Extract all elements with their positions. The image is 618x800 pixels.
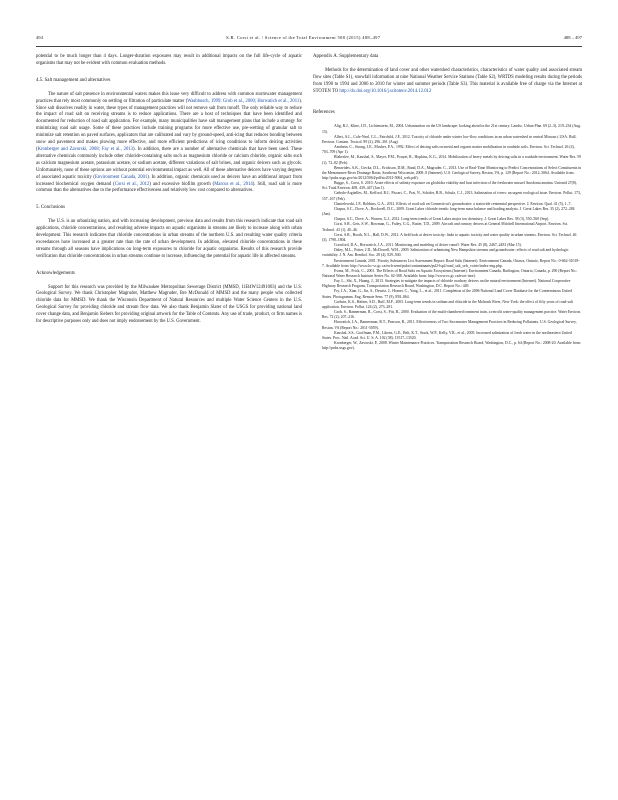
- reference-item: Blakeslee, M., Kaushal, S., Mayer, P.M., Pouyat, R., Hopkins, K.G., 2014. Mobilization of heavy metals by deicing salts in a roadside environment. Water Res. 59 (1), 72–82 (Feb).: [322, 155, 581, 165]
- reference-item: Allert, A.L., Cole-Neal, C.L., Fairchild, J.F., 2012. Toxicity of chloride under winter low-flow conditions in an urban watershed in central Missouri, USA. Bull. Environ. Contam. Toxicol. 89 (2), 296–301 (Aug).: [322, 134, 577, 144]
- appendix-heading: Appendix A. Supplementary data: [313, 54, 379, 59]
- page-range: 488 – 497: [563, 34, 582, 40]
- left-column: [36, 54, 302, 326]
- reference-item: Kronberger, W., Zavorski, P., 2008. Winter Maintenance Practices. Transportation Research Board, Washington, D.C., p. 64 (Report No.: 2008-20. Available from: http://pubs.usgs.gov).: [322, 341, 582, 351]
- reference-item: Corsi, S.R., Geis, S.W., Bowman, G., Failey, G.G., Rutter, T.D., 2009. Aircraft and runway deicers at General Mitchell International Airport. Environ. Sci. Technol. 43 (1), 40–46.: [322, 222, 569, 232]
- reference-item: Fry, J.A., Xian, G., Jin, S., Dewitz, J., Homer, C., Yang, L., et al., 2011. Completion of the 2006 National Land Cover Database for the Conterminous United States. Photogramm. Eng. Remote Sens. 77 (9), 858–864.: [322, 289, 573, 299]
- reference-item: Chmielewski, J.P., Robbins, G.A., 2012. Effects of road salt on Connecticut's groundwater: a statewide centennial perspective. J. Environ. Qual. 41 (5), 1–7.: [334, 201, 572, 206]
- reference-item: Chapra, S.C., Dove, A., Warren, G.J., 2012. Long-term trends of Great Lakes major ion chemistry. J. Great Lakes Res. 38 (3), 550–560 (Sep).: [334, 217, 550, 222]
- page-number: 494: [36, 34, 43, 40]
- reference-item: Alig, R.J., Kline, J.D., Lichtenstein, M., 2004. Urbanization on the US landscape: looking ahead in the 21st century. Landsc. Urban Plan. 69 (2–3), 219–234 (Aug. 15).: [322, 124, 582, 134]
- reference-item: Kaushal, S.S., Groffman, P.M., Likens, G.E., Belt, K.T., Stack, W.P., Kelly, V.R., et al., 2005. Increased salinization of fresh water in the northeastern United States. Proc. Natl. Acad. Sci. U. S. A. 102 (38), 13517–13520.: [322, 330, 572, 340]
- acknowledgements-paragraph: Support for this research was provided by the Milwaukee Metropolitan Sewerage District (MMSD, 11B4W12491003) and the U.S. Geological Survey. We thank Christopher Magruder, Matthew Magruder, Bre McDonald of MMSD and the many people who collected chloride data for MMSD. We thank the Wisconsin Department of Natural Resources and multiple Water Science Centers in the U.S. Geological Survey for providing chloride and stream flow data. We also thank Benjamin Slater of the USGS for providing national land cover change data, and Benjamin Siebers for providing original artwork for the Table of Contents. Any use of trade, product, or firm names is for descriptive purposes only and does not imply endorsement by the U.S. Government.: [36, 284, 302, 325]
- reference-item: Daley, M.L., Potter, J.D., McDowell, W.H., 2009. Salinization of urbanizing New Hampshire streams and groundwater: effects of road salt and hydrologic variability. J. N. Am. Benthol. Soc. 28 (4), 929–940.: [322, 248, 569, 258]
- reference-item: Evans, M., Frick, C., 2001. The Effects of Road Salts on Aquatic Ecosystems (Internet). Environment Canada, Burlington, Ontario, Canada, p. 290 (Report No.: National Water Research Institute Series No. 02-308. Available from: http://www.ec.gc.ca/nwri-inre).: [322, 268, 578, 278]
- reference-item: Horwatich, J.A., Bannerman, R.T., Pearson, R., 2011. Effectiveness of Two Stormwater Management Practices in Reducing Pollutants. U.S. Geological Survey, Reston, VA (Report No.: 2011-5059).: [322, 320, 577, 330]
- salt-management-heading: 4.5. Salt management and alternatives: [36, 77, 111, 83]
- intro-paragraph: potential to be much longer than 4 days. Longer-duration exposures may result in additional impacts on the full life-cycle of aquatic organisms that may not be evident with common evaluation methods.: [36, 54, 302, 66]
- acknowledgements-heading: Acknowledgements: [36, 270, 75, 276]
- reference-list: [313, 124, 582, 351]
- reference-item: Bugge, S., Corsi, S. 2010. Acute effects of salinity exposure on glochidia viability and host infection of the freshwater mussel Anodonta anatina. Unionid 27(8), Sci. Total Environ. 408, 439–447 (Jan 1).: [322, 181, 577, 191]
- reference-item: Cañedo-Argüelles, M., Kefford, B.J., Piscart, C., Prat, N., Schäfer, R.B., Schulz, C.J., 2013. Salinisation of rivers: an urgent ecological issue. Environ. Pollut. 173, 157–167 (Feb).: [322, 191, 581, 201]
- appendix-paragraph: Methods for the determination of land cover and other watershed characteristics, characteristics of water quality and associated stream flow sites (Table S1), snowfall information at nine National Weather Service Stations (Table S2), WRTDS modeling results during the periods from 1990 to 1994 and 2006 to 2010 for winter and summer periods (Table S3). This material is available free of charge via the Internet at STOTEN TO http://dx.doi.org/10.1016/j.scitotenv.2014.12.012: [313, 67, 582, 94]
- references-heading: References: [313, 109, 335, 115]
- reference-item: Godwin, K.S., Hafner, S.D., Buff, M.F., 2003. Long-term trends in sodium and chloride in the Mohawk River, New York: the effect of fifty years of road-salt application. Environ. Pollut. 124 (2), 273–281.: [322, 299, 573, 309]
- reference-item: Fay, L., Shi, X., Huang, J., 2013. Strategies to mitigate the impacts of chloride roadway deicers on the natural environment (Internet). National Cooperative Highway Research Program, Transportation Research Board, Washington, D.C. Report No.: 449.: [322, 279, 571, 289]
- reference-item: Environment Canada, 2001. Priority Substances List Assessment Report: Road Salts (Internet). Environment Canada, Ottawa, Ontario, Report No.: 0-662-31018-7. Available from: http://www.hc-sc.gc.ca/ewh-semt/pubs/contaminants/psl2-lsp2/road_salt_sels_voirie/index-eng.php.: [322, 258, 580, 268]
- citation-link[interactable]: Environment Canada, 2001: [94, 174, 148, 180]
- reference-item: Grob, S., Bannerman, R., Corsi, S., Pitt, R., 2000. Evaluation of the multi-chambered treatment train, a retrofit water-quality management practice. Water Environ. Res. 72 (2), 207–216.: [322, 310, 582, 320]
- reference-item: Benavides, A.K., Ciecka, D.L., Erickson, D.M., Rand, D.A., Magruder, C., 2013. Use of Real-Time Monitoring to Predict Concentrations of Select Constituents in the Menomonee River Drainage Basin, Southeast Wisconsin, 2008–9 (Internet). U.S. Geological Survey, Reston, VA, p. 129 (Report No.: 2012–5064. Available from: http://pubs.usgs.gov/sir/2012/5064/pdf/sir2012-5064_web.pdf).: [322, 165, 582, 180]
- citation-link[interactable]: Washbusch, 1999; Grob et al., 2000; Horwatich et al., 2011: [187, 98, 300, 104]
- reference-item: Crawford, D.A., Horwatich, J.A., 2011. Monitoring and modeling of deicer runoff. Water Res. 45 (8), 2467–2481 (Mar 15).: [334, 243, 522, 248]
- header-rule: [36, 46, 582, 47]
- reference-item: Amrhein, C., Strong, J.E., Mosher, P.A., 1992. Effect of deicing salts on metal and organic matter mobilization in roadside soils. Environ. Sci. Technol. 26 (4), 703–709 (Apr 1).: [322, 145, 575, 155]
- conclusions-paragraph: The U.S. is an urbanizing nation, and with increasing development, previous data and results from this research indicate that road salt applications, chloride concentrations, and resulting adverse impacts on aquatic organisms in streams are likely to increase along with urban development. This research indicates that chloride concentrations in urban streams of the northern U.S. and resulting water quality criteria exceedances have increased at a greater rate than the rate of urban development. In addition, elevated chloride concentrations in these streams through all seasons have implications on long-term exposures to chloride for aquatic organisms. Results of this research provide verification that chloride concentrations in urban streams continue to increase, influencing the potential for aquatic life in affected streams.: [36, 219, 302, 259]
- salt-management-paragraph: The nature of salt presence in environmental waters makes this issue very difficult to address with common stormwater management practices that rely most commonly on settling or filtration of particulate matter (Washbusch, 1999; Grob et al., 2000; Horwatich et al., 2011). Since salt dissolves readily in water, these types of management practices will not remove salt from runoff. The only reliable way to reduce the impact of road salt on receiving streams is to reduce applications. There are a host of techniques that have been identified and documented for reduction of road salt application. For example, many municipalities have salt management plans that include a strategy for minimizing road salt usage. Some of these practices include training programs for more effective use, pre-wetting of granular salt to minimize salt retention on paved surfaces, applicators that are calibrated and vary by ground-speed, anti-icing that reduces bonding between snow and pavement and makes plowing more effective, and more efficient predictions of icing conditions to inform deicing activities (Kronberger and Zavorski, 2008; Fay et al., 2013). In addition, there are a number of alternative chemicals that have been used. These alternative chemicals commonly include other chloride-containing salts such as magnesium chloride or calcium chloride, organic salts such as calcium magnesium acetate, potassium acetate, or sodium acetate, different variations of salt brines, and organic deicers such as glycols. Unfortunately, none of these options are without potential environmental impact as well. All of these alternative deicers have varying degrees of associated aquatic toxicity (Environment Canada, 2001). In addition, organic chemicals used as deicers have an additional impact from increased biochemical oxygen demand (Corsi et al., 2012) and excessive biofilm growth (Marcus et al., 2014). Still, road salt is more common than the alternatives due to the performance effectiveness and relatively low cost compared to alternatives.: [36, 91, 302, 194]
- journal-citation: S.R. Corsi et al. / Science of the Total Environment 508 (2015) 488–497: [226, 34, 381, 40]
- citation-link[interactable]: Marcus et al., 2014: [214, 181, 253, 187]
- citation-link[interactable]: Corsi et al., 2012: [114, 181, 150, 187]
- reference-item: Corsi, S.R., Booth, N.L., Hall, D.W., 2012. A field look at deicer toxicity: links to aquatic toxicity and water quality in urban streams. Environ. Sci. Technol. 46 (3), 1798–1804.: [322, 232, 577, 242]
- conclusions-heading: 5. Conclusions: [36, 205, 66, 211]
- supplementary-doi-link[interactable]: http://dx.doi.org/10.1016/j.scitotenv.2014.12.012: [339, 88, 432, 94]
- reference-item: Chapra, S.C., Dove, A., Rockwell, D.C., 2009. Great Lakes chloride trends: long-term mass balance and loading analysis. J. Great Lakes Res. 35 (2), 272–284 (Jun).: [322, 206, 575, 217]
- running-head: [36, 32, 582, 42]
- citation-link[interactable]: Kronberger and Zavorski, 2008; Fay et al., 2013: [37, 146, 134, 152]
- right-column: [313, 54, 582, 351]
